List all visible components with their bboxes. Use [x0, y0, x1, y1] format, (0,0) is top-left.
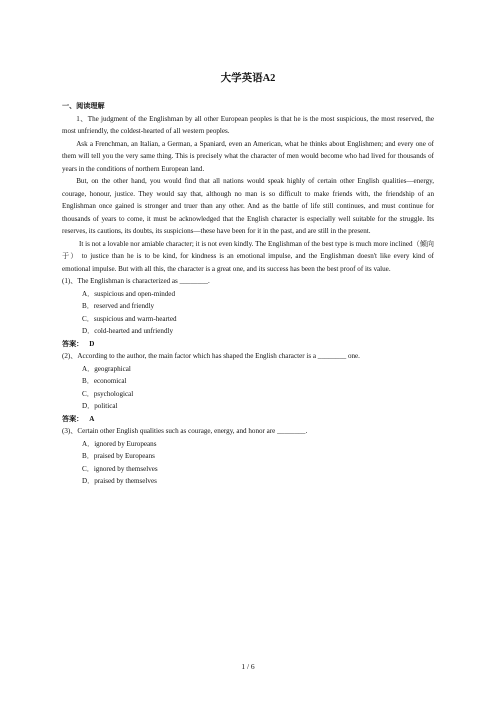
- passage-paragraph-4: It is not a lovable nor amiable character; it is not even kindly. The Englishman of the best type is much more inclined（倾向于） to justice than he is to be kind, for kindness is an emotional impulse, and the Englishman doesn't like every kind of emotional impulse. But with all this, the character is a great one, and its success has been the best proof of its value.: [62, 239, 434, 273]
- passage-paragraph-2: Ask a Frenchman, an Italian, a German, a Spaniard, even an American, what he thinks about Englishmen; and every one of them will tell you the very same thing. This is precisely what the character of men would become who had lived for thousands of years in the conditions of northern European land.: [62, 139, 434, 173]
- page-number: 1 / 6: [241, 662, 255, 671]
- question-1-option-b: B．reserved and friendly: [82, 302, 155, 310]
- question-2-option-c: C．psychological: [82, 389, 134, 398]
- answer-value: A: [89, 414, 95, 423]
- section-heading: 一、阅读理解: [62, 102, 105, 110]
- question-1-option-d: D．cold-hearted and unfriendly: [82, 327, 174, 335]
- question-3-option-c: C．ignored by themselves: [82, 464, 158, 473]
- passage-paragraph-1: 1、The judgment of the Englishman by all other European peoples is that he is the most suspicious, the most reserved, the most unfriendly, the coldest-hearted of all western peoples.: [62, 114, 434, 135]
- question-2-stem: (2)、According to the author, the main factor which has shaped the English character is a ________ one.: [62, 352, 360, 360]
- question-1-answer: [62, 338, 434, 351]
- document-title: 大学英语A2: [220, 73, 276, 84]
- question-3-option-a: A．ignored by Europeans: [82, 439, 157, 448]
- question-3-option-b: B．praised by Europeans: [82, 452, 155, 460]
- question-1-stem: (1)、The Englishman is characterized as ________.: [62, 277, 210, 285]
- passage-paragraph-3: But, on the other hand, you would find that all nations would speak highly of certain other English qualities—energy, courage, honour, justice. They would say that, although no man is so difficult to make friends with, the friendship of an Englishman once gained is stronger and truer than any other. And as the battle of life still continues, and must continue for thousands of years to come, it must be acknowledged that the English character is especially well suitable for the struggle. Its reserves, its cautions, its doubts, its suspicions—these have been for it in the past, and are still in the present.: [62, 177, 434, 235]
- answer-label: 答案：: [62, 414, 84, 423]
- question-2-option-b: B．economical: [82, 377, 127, 385]
- question-3-stem: (3)、Certain other English qualities such as courage, energy, and honor are ________.: [62, 427, 308, 435]
- question-1-option-a: A．suspicious and open-minded: [82, 289, 175, 298]
- question-3-option-d: D．praised by themselves: [82, 477, 157, 485]
- answer-value: D: [89, 339, 95, 348]
- question-1-option-c: C．suspicious and warm-hearted: [82, 314, 177, 323]
- question-2-option-d: D．political: [82, 402, 118, 410]
- document-body: [62, 100, 434, 488]
- answer-label: 答案：: [62, 339, 84, 348]
- question-2-option-a: A．geographical: [82, 364, 131, 373]
- question-2-answer: [62, 413, 434, 426]
